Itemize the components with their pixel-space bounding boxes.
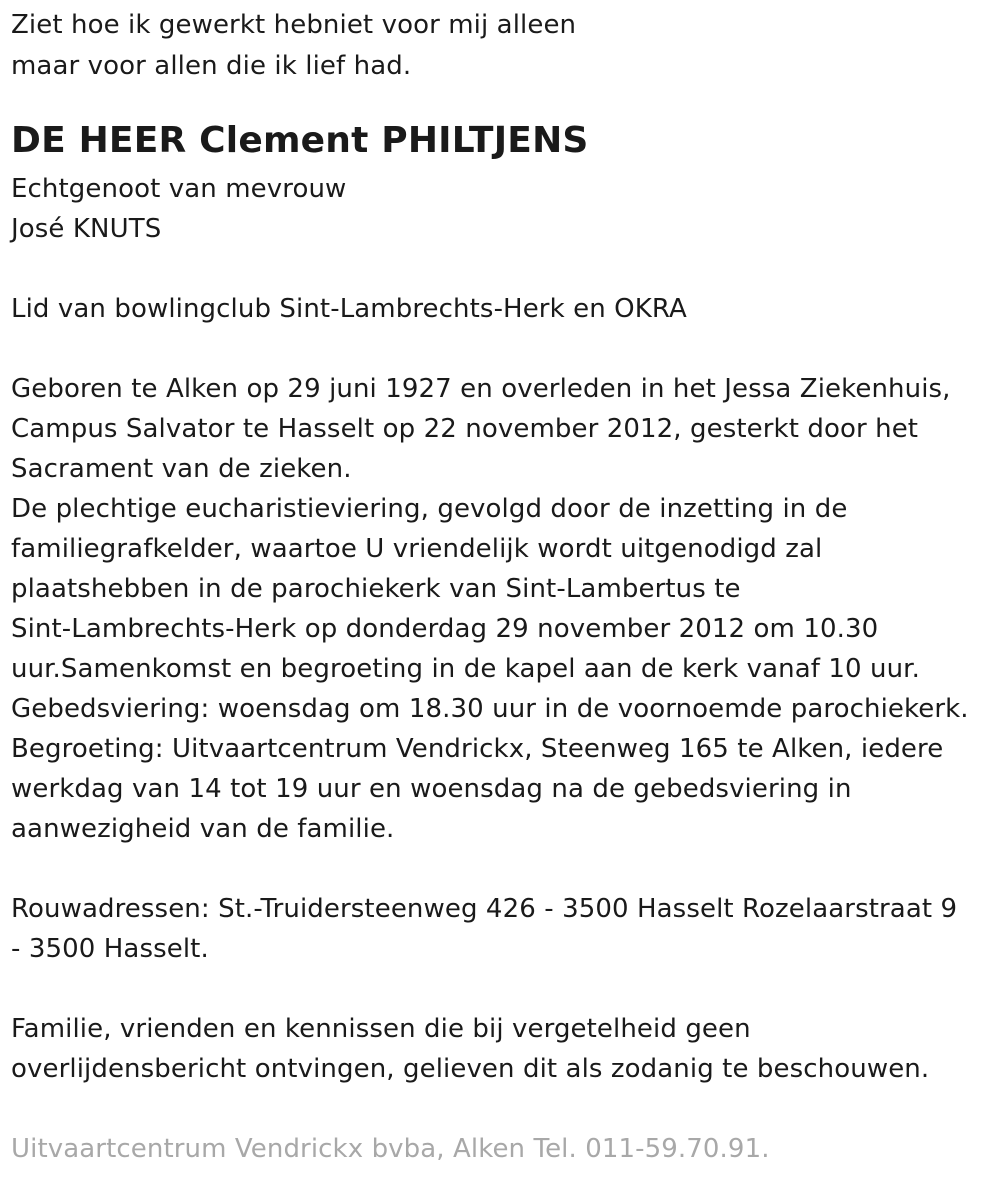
details-line: Sacrament van de zieken.: [11, 454, 352, 484]
address-line: - 3500 Hasselt.: [11, 934, 209, 964]
membership-line: Lid van bowlingclub Sint-Lambrechts-Herk en OKRA: [11, 294, 687, 324]
details-line: De plechtige eucharistieviering, gevolgd door de inzetting in de: [11, 494, 848, 524]
notice-line: overlijdensbericht ontvingen, gelieven dit als zodanig te beschouwen.: [11, 1054, 930, 1084]
details-paragraph: [11, 369, 991, 849]
details-line: Sint-Lambrechts-Herk op donderdag 29 november 2012 om 10.30: [11, 614, 879, 644]
obituary-notice: [11, 0, 991, 1169]
details-line: aanwezigheid van de familie.: [11, 814, 395, 844]
spacer: [11, 1089, 991, 1129]
spouse-block: [11, 169, 991, 249]
spacer: [11, 249, 991, 289]
details-line: Geboren te Alken op 29 juni 1927 en overleden in het Jessa Ziekenhuis,: [11, 374, 951, 404]
intro-line: Ziet hoe ik gewerkt hebniet voor mij alleen: [11, 10, 577, 40]
funeral-home-footer: Uitvaartcentrum Vendrickx bvba, Alken Tel. 011-59.70.91.: [11, 1134, 770, 1164]
intro-quote: [11, 0, 991, 87]
mourning-addresses: [11, 889, 991, 969]
details-line: familiegrafkelder, waartoe U vriendelijk wordt uitgenodigd zal: [11, 534, 823, 564]
deceased-name: DE HEER Clement PHILTJENS: [11, 120, 589, 161]
spacer: [11, 849, 991, 889]
details-line: Campus Salvator te Hasselt op 22 november 2012, gesterkt door het: [11, 414, 919, 444]
spacer: [11, 329, 991, 369]
notice-paragraph: [11, 1009, 991, 1089]
spacer: [11, 969, 991, 1009]
details-line: werkdag van 14 tot 19 uur en woensdag na de gebedsviering in: [11, 774, 852, 804]
intro-line: maar voor allen die ik lief had.: [11, 51, 412, 81]
details-line: Begroeting: Uitvaartcentrum Vendrickx, Steenweg 165 te Alken, iedere: [11, 734, 944, 764]
spouse-line: Echtgenoot van mevrouw: [11, 174, 347, 204]
details-line: uur.Samenkomst en begroeting in de kapel aan de kerk vanaf 10 uur.: [11, 654, 920, 684]
notice-line: Familie, vrienden en kennissen die bij vergetelheid geen: [11, 1014, 751, 1044]
details-line: plaatshebben in de parochiekerk van Sint-Lambertus te: [11, 574, 741, 604]
address-line: Rouwadressen: St.-Truidersteenweg 426 - 3500 Hasselt Rozelaarstraat 9: [11, 894, 958, 924]
details-line: Gebedsviering: woensdag om 18.30 uur in de voornoemde parochiekerk.: [11, 694, 969, 724]
spouse-line: José KNUTS: [11, 214, 162, 244]
